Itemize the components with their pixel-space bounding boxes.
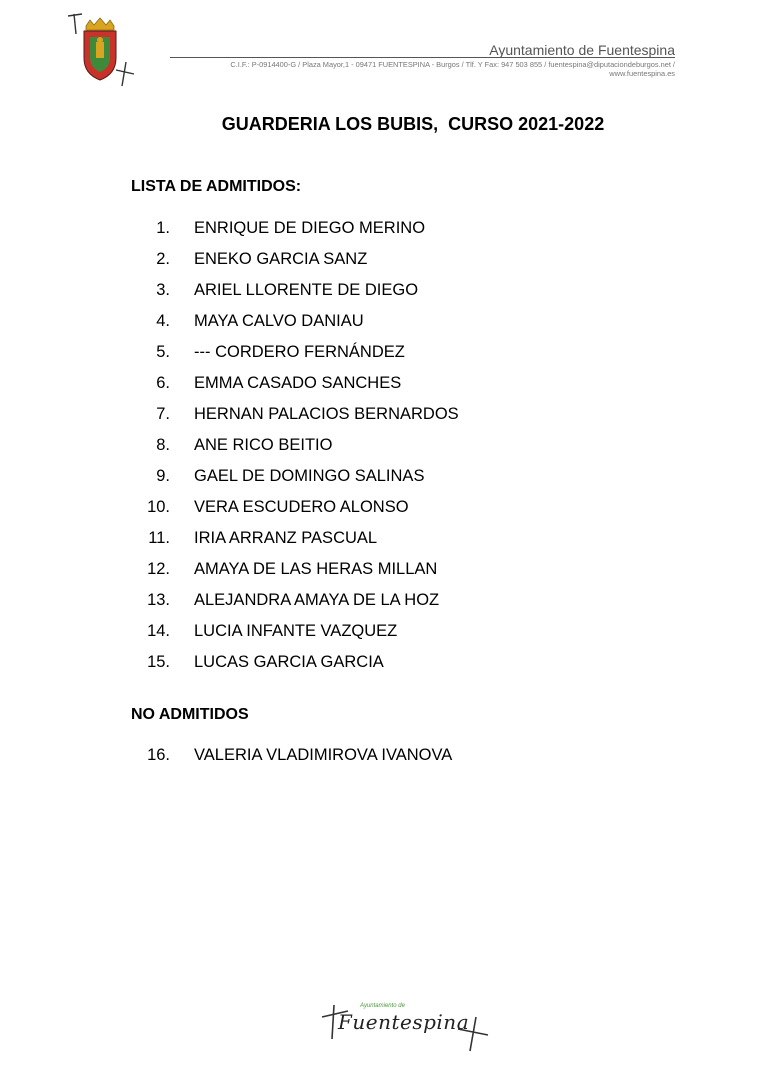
list-item <box>0 560 763 591</box>
list-item-name: HERNAN PALACIOS BERNARDOS <box>194 405 459 423</box>
list-item-number: 14. <box>147 622 170 640</box>
logo-wordmark: Fuentespina <box>338 1010 470 1034</box>
list-item-name: ARIEL LLORENTE DE DIEGO <box>194 281 419 299</box>
list-item <box>0 498 763 529</box>
list-item <box>0 219 763 250</box>
list-item-name: MAYA CALVO DANIAU <box>194 312 364 330</box>
not-admitted-heading: NO ADMITIDOS <box>131 706 249 723</box>
list-item-name: ENRIQUE DE DIEGO MERINO <box>194 219 426 237</box>
list-item <box>0 343 763 374</box>
list-item-name: IRIA ARRANZ PASCUAL <box>194 529 378 547</box>
list-item-number: 16. <box>147 746 170 764</box>
list-item <box>0 653 763 684</box>
contact-info: C.I.F.: P-0914400-G / Plaza Mayor,1 - 09471 FUENTESPINA - Burgos / Tlf. Y Fax: 947 503 855 / fuentespina@diputaciondeburgos.net / <box>230 60 675 69</box>
list-item-number: 1. <box>156 219 170 237</box>
list-item-name: AMAYA DE LAS HERAS MILLAN <box>194 560 438 578</box>
list-item-name: EMMA CASADO SANCHES <box>194 374 402 392</box>
list-item-number: 15. <box>147 653 170 671</box>
list-item <box>0 622 763 653</box>
list-item <box>0 746 763 777</box>
list-item-name: GAEL DE DOMINGO SALINAS <box>194 467 425 485</box>
list-item <box>0 250 763 281</box>
list-item-number: 12. <box>147 560 170 578</box>
list-item-name: --- CORDERO FERNÁNDEZ <box>194 343 405 361</box>
list-item-number: 7. <box>156 405 170 423</box>
list-item <box>0 529 763 560</box>
list-item-number: 6. <box>156 374 170 392</box>
list-item-name: VERA ESCUDERO ALONSO <box>194 498 409 516</box>
list-item-number: 13. <box>147 591 170 609</box>
list-item-number: 2. <box>156 250 170 268</box>
list-item <box>0 281 763 312</box>
list-item-number: 5. <box>156 343 170 361</box>
list-item-number: 10. <box>147 498 170 516</box>
list-item <box>0 405 763 436</box>
list-item-name: ALEJANDRA AMAYA DE LA HOZ <box>194 591 440 609</box>
admitted-heading: LISTA DE ADMITIDOS: <box>131 178 302 195</box>
list-item-name: VALERIA VLADIMIROVA IVANOVA <box>194 746 453 764</box>
list-item-number: 3. <box>156 281 170 299</box>
list-item-number: 9. <box>156 467 170 485</box>
coat-of-arms-logo <box>64 12 136 88</box>
list-item-number: 4. <box>156 312 170 330</box>
not-admitted-list <box>0 746 763 777</box>
list-item <box>0 312 763 343</box>
list-item <box>0 436 763 467</box>
list-item-name: ANE RICO BEITIO <box>194 436 333 454</box>
list-item-name: LUCAS GARCIA GARCIA <box>194 653 384 671</box>
list-item <box>0 374 763 405</box>
list-item-name: LUCIA INFANTE VAZQUEZ <box>194 622 398 640</box>
list-item-number: 8. <box>156 436 170 454</box>
list-item <box>0 591 763 622</box>
list-item-number: 11. <box>148 529 170 547</box>
page-title: GUARDERIA LOS BUBIS, CURSO 2021-2022 <box>221 114 605 134</box>
admitted-list <box>0 219 763 684</box>
logo-caption: Ayuntamiento de <box>360 1003 405 1009</box>
list-item-name: ENEKO GARCIA SANZ <box>194 250 368 268</box>
website-text: www.fuentespina.es <box>609 69 675 78</box>
list-item <box>0 467 763 498</box>
organization-name: Ayuntamiento de Fuentespina <box>489 42 675 58</box>
